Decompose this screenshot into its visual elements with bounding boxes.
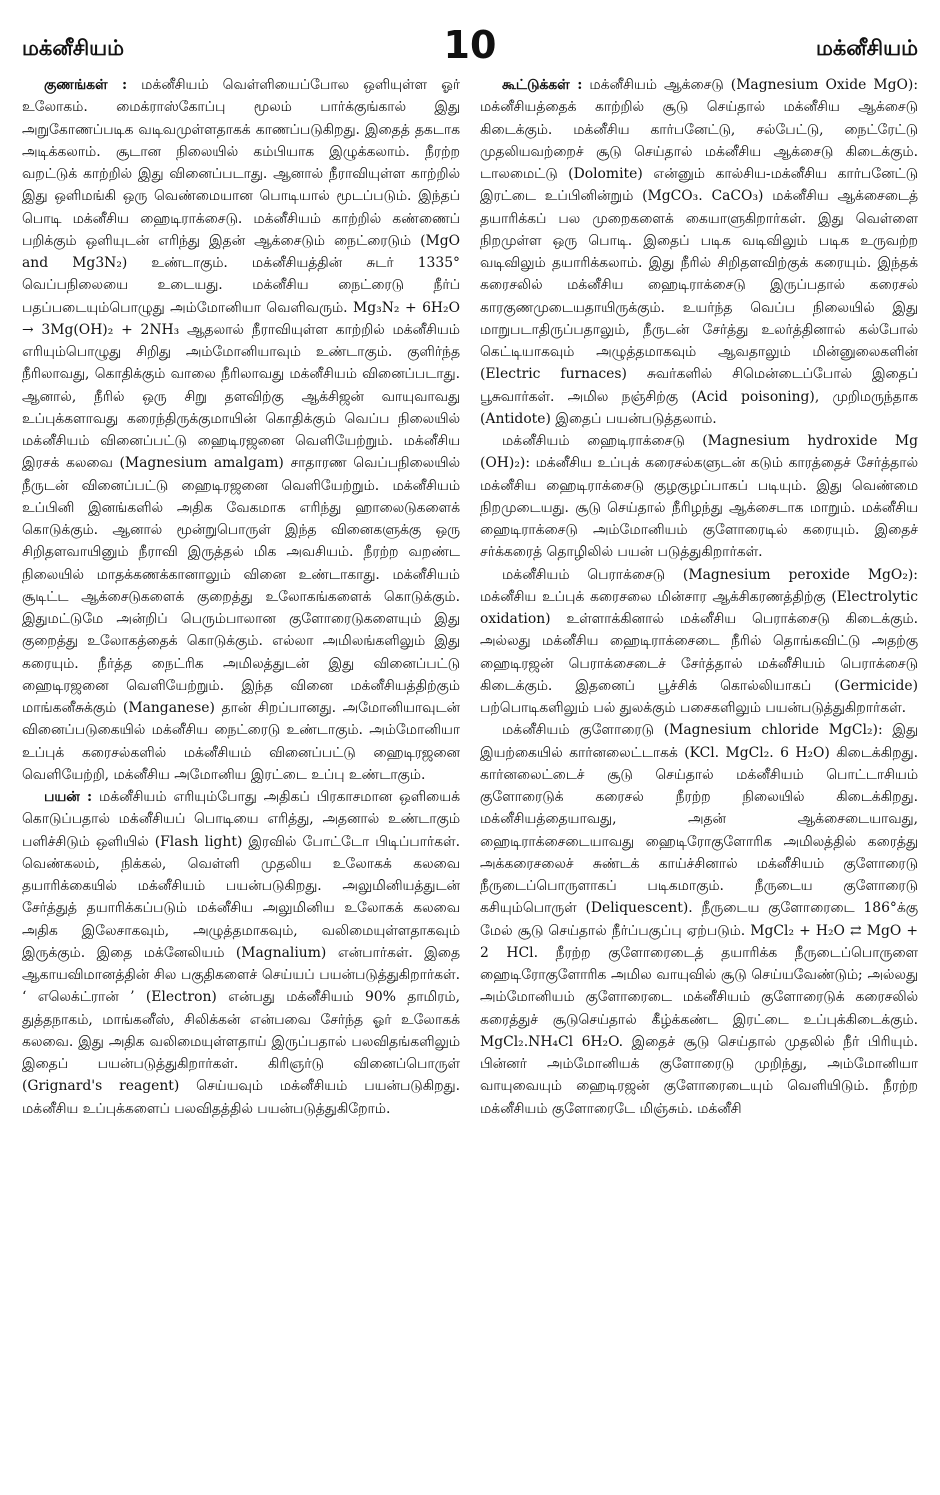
- magnesium-peroxide-paragraph: மக்னீசியம் பெராக்சைடு (Magnesium peroxide MgO₂): மக்னீசிய உப்புக் கரைசலை மின்சார ஆக்சிகரணத்திற்கு (Electrolytic oxidation) உள்ளாக்கினால் மக்னீசிய பெராக்சைடு கிடைக்கும். அல்லது மக்னீசிய ஹைடிராக்சைடை நீரில் தொங்கவிட்டு அதற்கு ஹைடிரஜன் பெராக்சைடைச் சேர்த்தால் மக்னீசியம் பெராக்சைடு கிடைக்கும். இதனைப் பூச்சிக் கொல்லியாகப் (Germicide) பற்பொடிகளிலும் பல் துலக்கும் பசைகளிலும் பயன்படுத்துகிறார்கள்.: [480, 566, 918, 716]
- compounds-heading: கூட்டுக்கள் :: [502, 77, 583, 93]
- properties-text: மக்னீசியம் வெள்ளியைப்போல ஒளியுள்ள ஓர் உலோகம். மைக்ராஸ்கோப்பு மூலம் பார்க்குங்கால் இது அறுகோணப்படிக வடிவமுள்ளதாகக் காணப்படுகிறது. இதைத் தகடாக அடிக்கலாம். சூடான நிலையில் கம்பியாக இழுக்கலாம். நீரற்ற வறட்டுக் காற்றில் இது வினைப்படாது. ஆனால் நீராவியுள்ள காற்றில் இது ஒளிமங்கி ஒரு வெண்மையான பொடியால் மூடப்படும். இந்தப் பொடி மக்னீசிய ஹைடிராக்சைடு. மக்னீசியம் காற்றில் கண்ணைப் பறிக்கும் ஒளியுடன் எரிந்து இதன் ஆக்சைடும் நைட்ரைடும் (MgO and Mg3N₂) உண்டாகும். மக்னீசியத்தின் சுடர் 1335° வெப்பநிலையை உடையது. மக்னீசிய நைட்ரைடு நீர்ப் பதப்படையும்பொழுது அம்மோனியா வெளிவரும். Mg₃N₂ + 6H₂O → 3Mg(OH)₂ + 2NH₃ ஆதலால் நீராவியுள்ள காற்றில் மக்னீசியம் எரியும்பொழுது சிறிது அம்மோனியாவும் உண்டாகும். குளிர்ந்த நீரிலாவது, கொதிக்கும் வாலை நீரிலாவது மக்னீசியம் வினைப்படாது. ஆனால், நீரில் ஒரு சிறு தளவிற்கு ஆக்சிஜன் வாயுவாவது உப்புக்களாவது கரைந்திருக்குமாயின் கொதிக்கும் வெப்ப நிலையில் மக்னீசியம் வினைப்பட்டு ஹைடிரஜனை வெளியேற்றும். மக்னீசிய இரசக் கலவை (Magnesium amalgam) சாதாரண வெப்பநிலையில் நீருடன் வினைப்பட்டு ஹைடிரஜனை வெளியேற்றும். மக்னீசியம் உப்பினி இனங்களில் அதிக வேகமாக எரிந்து ஹாலைடுகளைக் கொடுக்கும். ஆனால் மூன்றுபொருள் இந்த வினைகளுக்கு ஒரு சிறிதளவாயினும் நீராவி இருத்தல் மிக அவசியம். நீரற்ற வறண்ட நிலையில் மாதக்கணக்கானாலும் வினை உண்டாகாது. மக்னீசியம் சூடிட்ட ஆக்சைடுகளைக் குறைத்து உலோகங்களைக் கொடுக்கும். இதுமட்டுமே அன்றிப் பெரும்பாலான குளோரைடுகளையும் இது குறைத்து உலோகத்தைக் கொடுக்கும். எல்லா அமிலங்களிலும் இது கரையும். நீர்த்த நைட்ரிக அமிலத்துடன் இது வினைப்பட்டு ஹைடிரஜனை வெளியேற்றும். இந்த வினை மக்னீசியத்திற்கும் மாங்கனீசுக்கும் (Manganese) தான் சிறப்பானது. அமோனியாவுடன் வினைப்படுகையில் மக்னீசிய நைட்ரைடு உண்டாகும். அம்மோனியா உப்புக் கரைசல்களில் மக்னீசியம் வினைப்பட்டு ஹைடிரஜனை வெளியேற்றி, மக்னீசிய அமோனிய இரட்டை உப்பு உண்டாகும்.: [22, 77, 460, 783]
- left-column: [22, 74, 460, 1479]
- right-column: [480, 74, 918, 1479]
- running-title-right: மக்னீசியம்: [815, 36, 918, 60]
- compounds-paragraph: [480, 74, 918, 430]
- properties-paragraph: [22, 74, 460, 786]
- properties-heading: குணங்கள் :: [44, 77, 128, 93]
- uses-heading: பயன் :: [44, 789, 93, 805]
- uses-text: மக்னீசியம் எரியும்போது அதிகப் பிரகாசமான ஒளியைக் கொடுப்பதால் மக்னீசியப் பொடியை எரித்து, அதனால் உண்டாகும் பளிச்சிடும் ஒளியில் (Flash light) இரவில் போட்டோ பிடிப்பார்கள். வெண்கலம், நிக்கல், வெள்ளி முதலிய உலோகக் கலவை தயாரிக்கையில் மக்னீசியம் பயன்படுகிறது. அலுமினியத்துடன் சேர்த்துத் தயாரிக்கப்படும் மக்னீசிய அலுமினிய உலோகக் கலவை அதிக இலேசாகவும், அழுத்தமாகவும், வலிமையுள்ளதாகவும் இருக்கும். இதை மக்னேலியம் (Magnalium) என்பார்கள். இதை ஆகாயவிமானத்தின் சில பகுதிகளைச் செய்யப் பயன்படுத்துகிறார்கள். ‘ எலெக்ட்ரான் ’ (Electron) என்பது மக்னீசியம் 90% தாமிரம், துத்தநாகம், மாங்கனீஸ், சிலிக்கன் என்பவை சேர்ந்த ஓர் உலோகக் கலவை. இது அதிக வலிமையுள்ளதாய் இருப்பதால் பலவிதங்களிலும் இதைப் பயன்படுத்துகிறார்கள். கிரிஞர்டு வினைப்பொருள் (Grignard's reagent) செய்யவும் மக்னீசியம் பயன்படுகிறது. மக்னீசிய உப்புக்களைப் பலவிதத்தில் பயன்படுத்துகிறோம்.: [22, 789, 460, 1117]
- uses-paragraph: [22, 786, 460, 1120]
- magnesium-chloride-paragraph: மக்னீசியம் குளோரைடு (Magnesium chloride MgCl₂): இது இயற்கையில் கார்னலைட்டாகக் (KCl. MgCl₂. 6 H₂O) கிடைக்கிறது. கார்னலைட்டைச் சூடு செய்தால் மக்னீசியம் பொட்டாசியம் குளோரைடுக் கரைசல் நீரற்ற நிலையில் கிடைக்கிறது. மக்னீசியத்தையாவது, அதன் ஆக்சைடையாவது, ஹைடிராக்சைடையாவது ஹைடிரோகுளோரிக அமிலத்தில் கரைத்து அக்கரைசலைச் சுண்டக் காய்ச்சினால் மக்னீசியம் குளோரைடு நீருடைப்பொருளாகப் படிகமாகும். நீருடைய குளோரைடு கசியும்பொருள் (Deliquescent). நீருடைய குளோரைடை 186°க்கு மேல் சூடு செய்தால் நீர்ப்பகுப்பு ஏற்படும். MgCl₂ + H₂O ⇄ MgO + 2 HCl. நீரற்ற குளோரைடைத் தயாரிக்க நீருடைப்பொருளை ஹைடிரோகுளோரிக அமில வாயுவில் சூடு செய்யவேண்டும்; அல்லது அம்மோனியம் குளோரைடை மக்னீசியம் குளோரைடுக் கரைசலில் கரைத்துச் சூடுசெய்தால் கீழ்க்கண்ட இரட்டை உப்புக்கிடைக்கும். MgCl₂.NH₄Cl 6H₂O. இதைச் சூடு செய்தால் முதலில் நீர் பிரியும். பின்னர் அம்மோனியக் குளோரைடு முறிந்து, அம்மோனியா வாயுவையும் ஹைடிரஜன் குளோரைடையும் வெளியிடும். நீரற்ற மக்னீசியம் குளோரைடே மிஞ்சும். மக்னீசி: [480, 722, 918, 1117]
- running-title-left: மக்னீசியம்: [22, 36, 125, 60]
- running-header: [22, 18, 918, 66]
- magnesium-oxide-text: மக்னீசியம் ஆக்சைடு (Magnesium Oxide MgO): மக்னீசியத்தைக் காற்றில் சூடு செய்தால் மக்னீசிய ஆக்சைடு கிடைக்கும். மக்னீசிய கார்பனேட்டு, சல்பேட்டு, நைட்ரேட்டு முதலியவற்றைச் சூடு செய்தால் மக்னீசிய ஆக்சைடு கிடைக்கும். டாலமைட்டு (Dolomite) என்னும் கால்சிய-மக்னீசிய கார்பனேட்டு இரட்டை உப்பினின்றும் (MgCO₃. CaCO₃) மக்னீசிய ஆக்சைடைத் தயாரிக்கப் பல முறைகளைக் கையாளுகிறார்கள். இது வெள்ளை நிறமுள்ள ஒரு பொடி. இதைப் படிக வடிவிலும் படிக உருவற்ற வடிவிலும் தயாரிக்கலாம். இது நீரில் சிறிதளவிற்குக் கரையும். இந்தக் கரைசலில் மக்னீசிய ஹைடிராக்சைடு இருப்பதால் கரைசல் காரகுணமுடையதாயிருக்கும். உயர்ந்த வெப்ப நிலையில் இது மாறுபடாதிருப்பதாலும், நீருடன் சேர்த்து உலர்த்தினால் கல்போல் கெட்டியாகவும் அழுத்தமாகவும் ஆவதாலும் மின்னுலைகளின் (Electric furnaces) சுவர்களில் சிமென்டைப்போல் இதைப் பூசுவார்கள். அமில நஞ்சிற்கு (Acid poisoning), முறிமருந்தாக (Antidote) இதைப் பயன்படுத்தலாம்.: [480, 77, 918, 427]
- two-column-body: [22, 74, 918, 1479]
- page-number: 10: [443, 23, 497, 67]
- magnesium-hydroxide-paragraph: மக்னீசியம் ஹைடிராக்சைடு (Magnesium hydroxide Mg (OH)₂): மக்னீசிய உப்புக் கரைசல்களுடன் கடும் காரத்தைச் சேர்த்தால் மக்னீசிய ஹைடிராக்சைடு குழகுழப்பாகப் படியும். இது வெண்மை நிறமுடையது. சூடு செய்தால் நீரிழந்து ஆக்சைடாக மாறும். மக்னீசிய ஹைடிராக்சைடு அம்மோனியம் குளோரைடில் கரையும். இதைச் சர்க்கரைத் தொழிலில் பயன் படுத்துகிறார்கள்.: [480, 433, 918, 561]
